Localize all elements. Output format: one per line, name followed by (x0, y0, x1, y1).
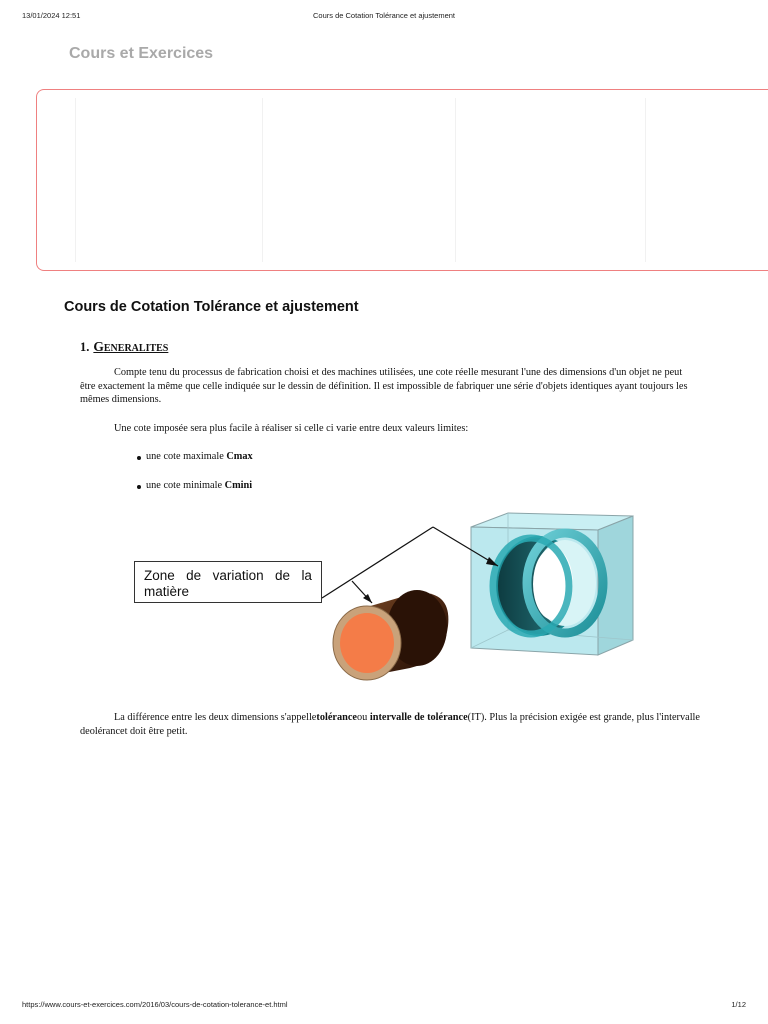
print-footer (22, 1000, 746, 1012)
p3-bold-interval: intervalle de tolérance (369, 712, 468, 723)
callout-word: variation (212, 568, 264, 583)
p3-text: (IT). Plus la précision exigée est grande, plus l'intervalle de (80, 712, 700, 737)
p3-text: t doit être petit. (124, 725, 188, 737)
p3-bold-tolerance: tolérance (316, 712, 357, 723)
bullet-text: une cote maximale (146, 451, 227, 462)
ad-divider (75, 98, 76, 262)
p3-text: olérance (89, 725, 125, 737)
section-number: 1. (80, 340, 90, 354)
bullet-bold: Cmini (224, 480, 253, 491)
callout-leaders (322, 527, 498, 603)
bore-ring (493, 533, 603, 635)
paragraph-intro: Compte tenu du processus de fabrication choisi et des machines utilisées, une cote réelle mesurant l'une des dimensions d'un objet ne peut être exactement la même que celle indiquée sur le dessin de définition. Il est impossible de fabriquer une série d'objets identiques ayant toujours les mêmes dimensions. (80, 367, 688, 405)
ad-placeholder (36, 89, 768, 271)
paragraph-tolerance (80, 711, 700, 738)
bullet-dot (137, 456, 141, 460)
print-url[interactable]: https://www.cours-et-exercices.com/2016/03/cours-de-cotation-tolerance-et.html (22, 1000, 288, 1009)
callout-word: Zone (144, 568, 175, 583)
p3-text: ou (357, 712, 370, 723)
section-heading-initial: G (93, 339, 104, 354)
callout-word: de (186, 568, 202, 583)
callout-line-2: matière (144, 584, 190, 599)
article-title: Cours de Cotation Tolérance et ajustement (64, 299, 359, 315)
list-item (146, 451, 253, 462)
site-title[interactable]: Cours et Exercices (69, 45, 214, 62)
ad-divider (645, 98, 646, 262)
page-number: 1/12 (731, 1000, 746, 1009)
bore-block (471, 513, 633, 655)
section-heading-rest: ENERALITES (103, 343, 169, 354)
paragraph-limits: Une cote imposée sera plus facile à réaliser si celle ci varie entre deux valeurs limites: (114, 423, 469, 434)
p3-text: La différence entre les deux dimensions s'appelle (114, 712, 317, 723)
bullet-dot (137, 485, 141, 489)
bullet-bold: Cmax (226, 451, 253, 462)
section-heading (80, 339, 168, 355)
bullet-text: une cote minimale (146, 480, 225, 491)
list-item (146, 480, 252, 491)
ad-divider (262, 98, 263, 262)
shaft (333, 590, 448, 680)
print-header (22, 11, 746, 23)
callout-word: la (301, 568, 312, 583)
callout-word: de (275, 568, 291, 583)
print-doc-title: Cours de Cotation Tolérance et ajustement (312, 11, 456, 20)
ad-divider (455, 98, 456, 262)
callout-label (134, 561, 322, 603)
print-date: 13/01/2024 12:51 (22, 11, 81, 20)
